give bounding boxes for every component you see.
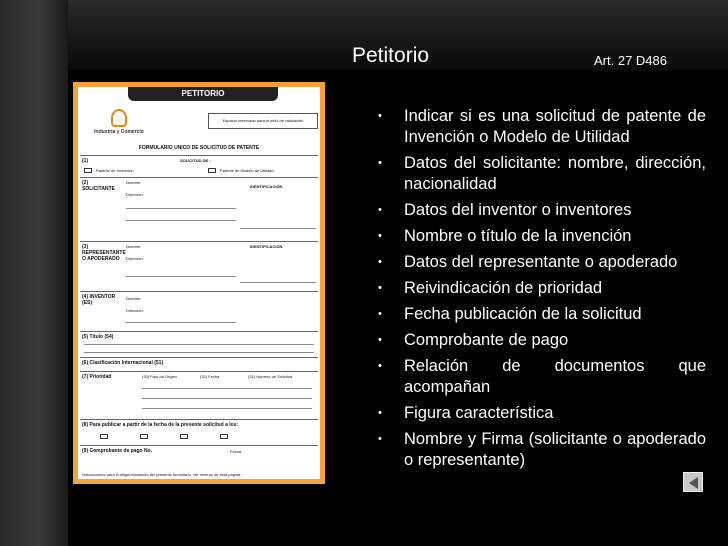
- bullet-icon: •: [378, 308, 382, 320]
- bullet-icon: •: [378, 433, 382, 445]
- bullet-list: [374, 106, 706, 476]
- bullet-text: Datos del solicitante: nombre, dirección, nacionalidad: [404, 154, 706, 193]
- checkbox-icon: [220, 434, 228, 439]
- form-section: [80, 357, 318, 371]
- form-header: PETITORIO: [128, 87, 278, 101]
- form-section-label: (8) Para publicar a partir de la fecha de la presente solicitud a los:: [82, 422, 239, 428]
- form-line: [126, 276, 236, 277]
- bullet-icon: •: [378, 256, 382, 268]
- checkbox-icon: [140, 434, 148, 439]
- form-section-label: (4) INVENTOR (ES): [82, 294, 116, 306]
- bullet-icon: •: [378, 360, 382, 372]
- form-field: IDENTIFICACIÓN: [250, 244, 283, 249]
- form-image: [73, 82, 325, 484]
- bullet-item: [374, 200, 706, 221]
- form-field: Patente de Invención: [96, 168, 134, 173]
- form-section: [80, 371, 318, 419]
- bullet-item: [374, 429, 706, 471]
- bullet-item: [374, 356, 706, 398]
- form-section: [80, 445, 318, 461]
- form-line: [126, 220, 236, 221]
- checkbox-icon: [208, 168, 216, 173]
- bullet-icon: •: [378, 204, 382, 216]
- form-section-label: (5) Título (54): [82, 334, 114, 340]
- form-section: [80, 155, 318, 177]
- bullet-item: [374, 403, 706, 424]
- form-section: [80, 241, 318, 291]
- bullet-text: Reivindicación de prioridad: [404, 279, 603, 297]
- form-field: Fecha: [230, 449, 242, 454]
- form-field: Patente de Modelo de Utilidad: [220, 168, 274, 173]
- left-decor-strip: [0, 0, 68, 546]
- form-field: Nombre:: [126, 180, 142, 185]
- form-line: [240, 282, 316, 283]
- form-field: (32) Fecha: [200, 374, 220, 379]
- form-field: Nombre:: [126, 244, 142, 249]
- bullet-text: Comprobante de pago: [404, 331, 569, 349]
- form-line: [126, 322, 236, 323]
- form-section: [80, 419, 318, 445]
- form-section-label: (9) Comprobante de pago No.: [82, 448, 152, 454]
- form-line: [142, 398, 312, 399]
- slide-title: Petitorio: [352, 44, 430, 67]
- bullet-icon: •: [378, 334, 382, 346]
- logo-icon: [111, 109, 127, 127]
- bullet-text: Indicar si es una solicitud de patente de Invención o Modelo de Utilidad: [404, 107, 706, 146]
- form-section-label: (3) REPRESENTANTE O APODERADO: [82, 244, 126, 262]
- form-logo: [92, 109, 146, 143]
- form-section: [80, 177, 318, 241]
- bullet-icon: •: [378, 282, 382, 294]
- bullet-text: Datos del inventor o inventores: [404, 201, 632, 219]
- form-line: [84, 352, 314, 353]
- back-arrow-icon[interactable]: [683, 472, 703, 492]
- form-footer: Instrucciones para el diligenciamiento del presente formulario, ver reverso de esta página.: [82, 472, 242, 477]
- bullet-text: Datos del representante o apoderado: [404, 253, 678, 271]
- form-section-label: (6) Clasificación Internacional (51): [82, 360, 164, 366]
- logo-text: Industria y Comercio: [94, 129, 144, 135]
- form-field: Nombre:: [126, 296, 142, 301]
- form-section: [80, 331, 318, 357]
- bullet-text: Fecha publicación de la solicitud: [404, 305, 642, 323]
- form-section-label: (1): [82, 158, 89, 164]
- bullet-icon: •: [378, 407, 382, 419]
- form-section-label: (7) Prioridad: [82, 374, 112, 380]
- form-line: [142, 388, 312, 389]
- form-line: [142, 408, 312, 409]
- form-section: [80, 291, 318, 331]
- form-field: Dirección:: [126, 308, 144, 313]
- patent-form: [78, 87, 320, 479]
- bullet-item: [374, 153, 706, 195]
- bullet-item: [374, 226, 706, 247]
- form-note: Espacio reservado para el sello de radicación: [208, 113, 318, 129]
- bullet-item: [374, 278, 706, 299]
- checkbox-icon: [100, 434, 108, 439]
- form-line: [126, 208, 236, 209]
- form-subtitle: FORMULARIO UNICO DE SOLICITUD DE PATENTE: [138, 145, 260, 151]
- form-field: (33) País de Origen: [142, 374, 177, 379]
- form-line: [240, 228, 316, 229]
- checkbox-icon: [180, 434, 188, 439]
- checkbox-icon: [84, 168, 92, 173]
- form-line: [84, 344, 314, 345]
- bullet-item: [374, 330, 706, 351]
- bullet-text: Nombre y Firma (solicitante o apoderado o representante): [404, 430, 706, 469]
- slide-reference: Art. 27 D486: [594, 53, 667, 68]
- bullet-icon: •: [378, 157, 382, 169]
- form-section-label: (2) SOLICITANTE: [82, 180, 115, 192]
- form-field: Dirección:: [126, 192, 144, 197]
- bullet-item: [374, 252, 706, 273]
- form-section-text: SOLICITUD DE :: [180, 158, 211, 163]
- bullet-text: Nombre o título de la invención: [404, 227, 632, 245]
- form-field: (31) Número de Solicitud: [248, 374, 293, 379]
- bullet-text: Relación de documentos que acompañan: [404, 357, 706, 396]
- form-field: IDENTIFICACIÓN: [250, 184, 283, 189]
- bullet-text: Figura característica: [404, 404, 554, 422]
- bullet-icon: •: [378, 110, 382, 122]
- bullet-item: [374, 304, 706, 325]
- form-field: Dirección:: [126, 256, 144, 261]
- bullet-item: [374, 106, 706, 148]
- bullet-icon: •: [378, 230, 382, 242]
